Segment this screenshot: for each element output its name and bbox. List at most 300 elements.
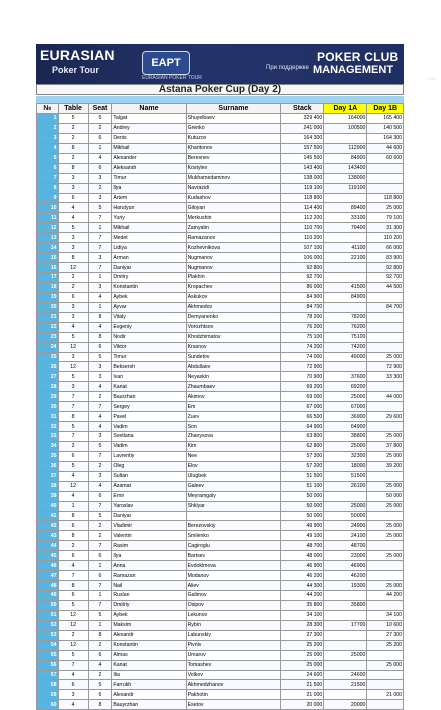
row-number: 40 [37, 501, 59, 511]
table-row [37, 630, 404, 640]
table-number: 8 [58, 581, 88, 591]
table-number: 3 [58, 233, 88, 243]
table-row [37, 680, 404, 690]
row-number: 54 [37, 640, 59, 650]
stack: 50 000 [281, 491, 324, 501]
stack: 92 800 [281, 263, 324, 273]
day-1b: 50 000 [367, 491, 404, 501]
stack: 25 200 [281, 640, 324, 650]
first-name: Baurzhan [112, 392, 186, 402]
stack: 21 500 [281, 680, 324, 690]
day-1a: 64900 [324, 422, 367, 432]
table-row [37, 253, 404, 263]
table-row [37, 133, 404, 143]
day-1a: 38800 [324, 432, 367, 442]
day-1a: 25000 [324, 441, 367, 451]
day-1a: 69200 [324, 382, 367, 392]
day-1a: 41500 [324, 282, 367, 292]
table-number: 12 [58, 610, 88, 620]
surname: Galimov [186, 591, 281, 601]
table-row [37, 183, 404, 193]
surname: Galeev [186, 481, 281, 491]
seat-number: 6 [88, 690, 112, 700]
day-1a: 25000 [324, 392, 367, 402]
stack: 48 000 [281, 551, 324, 561]
first-name: Mikhail [112, 143, 186, 153]
first-name: Rasim [112, 541, 186, 551]
stack: 51 100 [281, 481, 324, 491]
stack: 72 900 [281, 362, 324, 372]
table-row [37, 511, 404, 521]
stack: 64 900 [281, 422, 324, 432]
seat-number: 5 [88, 203, 112, 213]
header-day-1a: Day 1A [324, 104, 367, 114]
first-name: Vadim [112, 441, 186, 451]
first-name: Ramazan [112, 571, 186, 581]
row-number: 35 [37, 451, 59, 461]
header-stack: Stack [281, 104, 324, 114]
seat-number: 5 [88, 441, 112, 451]
first-name: Farrukh [112, 680, 186, 690]
table-number: 4 [58, 561, 88, 571]
day-1b [367, 292, 404, 302]
surname: Zamyatin [186, 223, 281, 233]
row-number: 20 [37, 302, 59, 312]
table-row [37, 292, 404, 302]
table-number: 8 [58, 412, 88, 422]
day-1a: 26100 [324, 481, 367, 491]
table-row [37, 332, 404, 342]
surname: Akhmedov [186, 302, 281, 312]
surname: Demyanenko [186, 312, 281, 322]
day-1a: 89400 [324, 203, 367, 213]
stack: 118 800 [281, 193, 324, 203]
seat-number: 1 [88, 143, 112, 153]
first-name: Viktor [112, 342, 186, 352]
seat-number: 7 [88, 263, 112, 273]
table-row [37, 402, 404, 412]
table-row [37, 382, 404, 392]
table-number: 4 [58, 203, 88, 213]
first-name: Konstantin [112, 640, 186, 650]
seat-number: 8 [88, 312, 112, 322]
seat-number: 5 [88, 511, 112, 521]
table-row [37, 412, 404, 422]
table-row [37, 591, 404, 601]
table-row [37, 163, 404, 173]
surname: Nugmanov [186, 263, 281, 273]
surname: Kutuzov [186, 133, 281, 143]
table-row [37, 551, 404, 561]
day-1a: 18000 [324, 461, 367, 471]
first-name: Ayvar [112, 302, 186, 312]
table-row [37, 700, 404, 710]
day-1b [367, 402, 404, 412]
row-number: 21 [37, 312, 59, 322]
stack: 110 700 [281, 223, 324, 233]
seat-number: 6 [88, 650, 112, 660]
surname: Kim [186, 441, 281, 451]
day-1a [324, 273, 367, 283]
header-seat: Seat [88, 104, 112, 114]
row-number: 50 [37, 600, 59, 610]
row-number: 53 [37, 630, 59, 640]
first-name: Arman [112, 253, 186, 263]
table-number: 8 [58, 143, 88, 153]
table-number: 5 [58, 461, 88, 471]
seat-number: 3 [88, 282, 112, 292]
stack: 25 000 [281, 660, 324, 670]
table-row [37, 600, 404, 610]
seat-number: 2 [88, 392, 112, 402]
day-1a: 25000 [324, 650, 367, 660]
day-1b [367, 670, 404, 680]
row-number: 58 [37, 680, 59, 690]
seat-number: 2 [88, 670, 112, 680]
seat-number: 5 [88, 114, 112, 124]
first-name: Daniyar [112, 511, 186, 521]
day-1a: 100500 [324, 123, 367, 133]
table-row [37, 263, 404, 273]
day-1b: 83 900 [367, 253, 404, 263]
first-name: Dmitry [112, 273, 186, 283]
stack: 44 200 [281, 591, 324, 601]
stack: 57 300 [281, 451, 324, 461]
first-name: Talgat [112, 114, 186, 124]
surname: Kropachev [186, 282, 281, 292]
first-name: Valentin [112, 531, 186, 541]
first-name: Konstantin [112, 282, 186, 292]
day-1a: 33100 [324, 213, 367, 223]
day-1a: 78200 [324, 312, 367, 322]
poker-tour-text: Poker Tour [52, 65, 99, 75]
table-row [37, 432, 404, 442]
header-surname: Surname [186, 104, 281, 114]
table-number: 12 [58, 481, 88, 491]
stack: 35 800 [281, 600, 324, 610]
surname: Rybin [186, 620, 281, 630]
table-number: 7 [58, 392, 88, 402]
header-day-1b: Day 1B [367, 104, 404, 114]
first-name: Harutyun [112, 203, 186, 213]
row-number: 9 [37, 193, 59, 203]
table-row [37, 422, 404, 432]
surname: Zhanysova [186, 432, 281, 442]
surname: Shuyelbaev [186, 114, 281, 124]
row-number: 59 [37, 690, 59, 700]
day-1b [367, 332, 404, 342]
day-1b: 66 000 [367, 243, 404, 253]
row-number: 60 [37, 700, 59, 710]
first-name: Ilya [112, 551, 186, 561]
row-number: 57 [37, 670, 59, 680]
day-1a: 24900 [324, 521, 367, 531]
table-number: 12 [58, 342, 88, 352]
seat-number: 3 [88, 372, 112, 382]
first-name: Maksim [112, 620, 186, 630]
row-number: 55 [37, 650, 59, 660]
stack: 157 500 [281, 143, 324, 153]
management-text: MANAGEMENT [313, 64, 394, 76]
day-1b: 25 000 [367, 581, 404, 591]
table-number: 6 [58, 680, 88, 690]
day-1b: 25 000 [367, 451, 404, 461]
day-1b: 44 200 [367, 591, 404, 601]
table-number: 8 [58, 511, 88, 521]
stack: 241 000 [281, 123, 324, 133]
dotcom-text: .COM [425, 76, 436, 81]
table-row [37, 193, 404, 203]
eapt-subtitle: EURASIAN POKER TOUR [142, 75, 202, 81]
table-number: 6 [58, 551, 88, 561]
seat-number: 2 [88, 640, 112, 650]
header-banner [36, 44, 436, 84]
first-name: Bauyrzhan [112, 700, 186, 710]
table-number: 4 [58, 700, 88, 710]
first-name: Aleksandr [112, 163, 186, 173]
table-number: 12 [58, 620, 88, 630]
first-name: Alexander [112, 153, 186, 163]
surname: Akimov [186, 392, 281, 402]
day-1a: 24600 [324, 670, 367, 680]
table-number: 7 [58, 660, 88, 670]
table-row [37, 203, 404, 213]
table-row [37, 690, 404, 700]
day-1b: 25 000 [367, 551, 404, 561]
row-number: 46 [37, 561, 59, 571]
table-number: 5 [58, 600, 88, 610]
first-name: Daniyar [112, 263, 186, 273]
surname: Giloyan [186, 203, 281, 213]
first-name: Denis [112, 133, 186, 143]
surname: Krasnov [186, 342, 281, 352]
first-name: Sergey [112, 402, 186, 412]
seat-number: 6 [88, 551, 112, 561]
table-row [37, 441, 404, 451]
table-number: 4 [58, 471, 88, 481]
surname [186, 511, 281, 521]
day-1a: 51500 [324, 471, 367, 481]
seat-number: 7 [88, 233, 112, 243]
table-number: 6 [58, 451, 88, 461]
first-name: Aybek [112, 610, 186, 620]
seat-number: 3 [88, 432, 112, 442]
surname: Meyramgaly [186, 491, 281, 501]
table-row [37, 660, 404, 670]
day-1b [367, 680, 404, 690]
day-1a: 46900 [324, 561, 367, 571]
header-table: Table [58, 104, 88, 114]
day-1a [324, 640, 367, 650]
row-number: 45 [37, 551, 59, 561]
stack: 70 900 [281, 372, 324, 382]
surname: Tomashev [186, 660, 281, 670]
surname: Cagiroglu [186, 541, 281, 551]
stack: 28 300 [281, 620, 324, 630]
stack: 106 000 [281, 253, 324, 263]
seat-number: 4 [88, 153, 112, 163]
surname: Abdullaev [186, 362, 281, 372]
seat-number: 2 [88, 461, 112, 471]
surname: Evdokimova [186, 561, 281, 571]
table-row [37, 173, 404, 183]
day-1b: 79 100 [367, 213, 404, 223]
stack: 44 300 [281, 581, 324, 591]
day-1a: 23000 [324, 551, 367, 561]
day-1b: 92 800 [367, 263, 404, 273]
day-1a [324, 690, 367, 700]
row-number: 33 [37, 432, 59, 442]
day-1b: 25 000 [367, 432, 404, 442]
stack: 27 300 [281, 630, 324, 640]
surname: Pakhotin [186, 690, 281, 700]
seat-number: 3 [88, 471, 112, 481]
row-number: 1 [37, 114, 59, 124]
first-name: Dmitriy [112, 600, 186, 610]
day-1a [324, 133, 367, 143]
day-1b [367, 511, 404, 521]
surname: Kostylev [186, 163, 281, 173]
row-number: 23 [37, 332, 59, 342]
table-number: 4 [58, 213, 88, 223]
stack: 46 200 [281, 571, 324, 581]
table-row [37, 501, 404, 511]
day-1a [324, 660, 367, 670]
day-1b: 164 300 [367, 133, 404, 143]
table-number: 12 [58, 263, 88, 273]
row-number: 49 [37, 591, 59, 601]
stack: 25 000 [281, 650, 324, 660]
day-1b: 29 600 [367, 412, 404, 422]
seat-number: 2 [88, 123, 112, 133]
day-1a [324, 302, 367, 312]
seat-number: 3 [88, 193, 112, 203]
first-name: Anna [112, 561, 186, 571]
surname: Zhaumbaev [186, 382, 281, 392]
stack: 110 200 [281, 233, 324, 243]
row-number: 2 [37, 123, 59, 133]
day-1b [367, 471, 404, 481]
table-number: 5 [58, 332, 88, 342]
seat-number: 7 [88, 243, 112, 253]
row-number: 10 [37, 203, 59, 213]
seat-number: 8 [88, 630, 112, 640]
stack: 46 900 [281, 561, 324, 571]
seat-number: 2 [88, 531, 112, 541]
row-number: 13 [37, 233, 59, 243]
seat-number: 7 [88, 213, 112, 223]
first-name: Ilia [112, 670, 186, 680]
day-1a [324, 193, 367, 203]
day-1b [367, 342, 404, 352]
table-number: 2 [58, 153, 88, 163]
first-name: Alexandr [112, 630, 186, 640]
row-number: 19 [37, 292, 59, 302]
first-name: Nail [112, 581, 186, 591]
stack: 49 100 [281, 531, 324, 541]
surname: Osipov [186, 600, 281, 610]
day-1b: 25 000 [367, 352, 404, 362]
first-name: Ilya [112, 183, 186, 193]
row-number: 41 [37, 511, 59, 521]
stack: 50 000 [281, 501, 324, 511]
seat-number: 7 [88, 541, 112, 551]
table-number: 3 [58, 690, 88, 700]
seat-number: 1 [88, 223, 112, 233]
day-1a [324, 263, 367, 273]
eurasian-logo-text: EURASIAN [40, 47, 115, 63]
seat-number: 4 [88, 292, 112, 302]
seat-number: 7 [88, 581, 112, 591]
table-row [37, 143, 404, 153]
row-number: 28 [37, 382, 59, 392]
day-1a [324, 491, 367, 501]
first-name: Almas [112, 650, 186, 660]
stack: 92 700 [281, 273, 324, 283]
first-name: Alexandr [112, 690, 186, 700]
table-row [37, 342, 404, 352]
table-row [37, 531, 404, 541]
row-number: 44 [37, 541, 59, 551]
day-1a: 67000 [324, 402, 367, 412]
surname: Son [186, 422, 281, 432]
stack: 107 100 [281, 243, 324, 253]
seat-number: 6 [88, 571, 112, 581]
first-name: Yaroslav [112, 501, 186, 511]
seat-number: 4 [88, 412, 112, 422]
table-number: 5 [58, 422, 88, 432]
results-table [36, 103, 404, 710]
row-number: 56 [37, 660, 59, 670]
stack: 78 200 [281, 312, 324, 322]
first-name: Beksersh [112, 362, 186, 372]
table-row [37, 471, 404, 481]
surname: Berezovskiy [186, 521, 281, 531]
row-number: 18 [37, 282, 59, 292]
day-1a: 50000 [324, 511, 367, 521]
day-1b: 84 700 [367, 302, 404, 312]
first-name: Evgeniy [112, 322, 186, 332]
day-1b: 25 000 [367, 521, 404, 531]
table-number: 8 [58, 163, 88, 173]
day-1b: 37 800 [367, 441, 404, 451]
day-1b: 60 600 [367, 153, 404, 163]
seat-number: 6 [88, 163, 112, 173]
table-row [37, 153, 404, 163]
table-number: 3 [58, 243, 88, 253]
surname: Khodzhimatov [186, 332, 281, 342]
day-1a [324, 610, 367, 620]
first-name: Yuriy [112, 213, 186, 223]
table-number: 2 [58, 541, 88, 551]
table-number: 2 [58, 133, 88, 143]
day-1b: 34 100 [367, 610, 404, 620]
day-1a: 46200 [324, 571, 367, 581]
day-1a: 138000 [324, 173, 367, 183]
table-row [37, 541, 404, 551]
day-1b: 25 000 [367, 203, 404, 213]
surname: Navrazidi [186, 183, 281, 193]
day-1a: 25000 [324, 501, 367, 511]
day-1a: 24100 [324, 531, 367, 541]
table-row [37, 640, 404, 650]
seat-number: 4 [88, 322, 112, 332]
stack: 75 100 [281, 332, 324, 342]
seat-number: 7 [88, 501, 112, 511]
header-name: Name [112, 104, 186, 114]
day-1b: 165 400 [367, 114, 404, 124]
table-number: 3 [58, 312, 88, 322]
